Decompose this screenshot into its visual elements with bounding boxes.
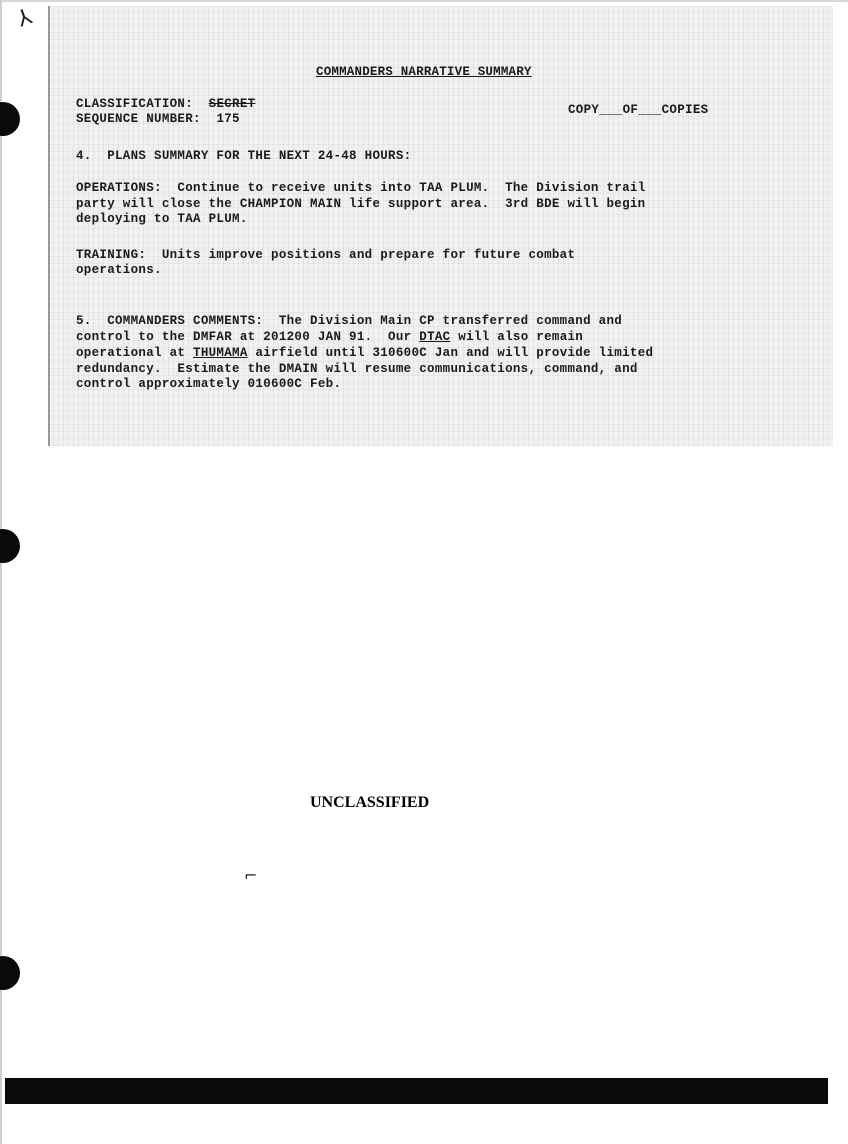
comments-label: 5. COMMANDERS COMMENTS:: [76, 314, 264, 328]
punch-hole-middle: [0, 529, 20, 563]
scan-border: [48, 6, 50, 446]
copy-number: COPY___OF___COPIES: [568, 103, 709, 117]
comments-line-1: 5. COMMANDERS COMMENTS: The Division Main CP transferred command and: [76, 314, 623, 328]
sequence-value: 175: [216, 112, 240, 126]
training-line-1: TRAINING: Units improve positions and prepare for future combat: [76, 248, 576, 262]
plans-summary-heading: 4. PLANS SUMMARY FOR THE NEXT 24-48 HOURS:: [76, 149, 412, 163]
sequence-label: SEQUENCE NUMBER:: [76, 112, 201, 126]
comments-line-4: redundancy. Estimate the DMAIN will resume communications, command, and: [76, 362, 638, 376]
comments-line-5: control approximately 010600C Feb.: [76, 377, 342, 391]
operations-line-3: deploying to TAA PLUM.: [76, 212, 248, 226]
classification-value: SECRET: [208, 97, 256, 111]
training-line-2: operations.: [76, 263, 162, 277]
comments-line-2: control to the DMFAR at 201200 JAN 91. Our DTAC will also remain: [76, 330, 584, 344]
document-title: COMMANDERS NARRATIVE SUMMARY: [316, 65, 532, 79]
training-label: TRAINING:: [76, 248, 147, 262]
pen-mark-icon: ⅄: [14, 4, 36, 33]
dtac-underlined: DTAC: [419, 330, 451, 344]
sequence-line: [76, 112, 240, 126]
punch-hole-top: [0, 102, 20, 136]
classification-label: CLASSIFICATION:: [76, 97, 194, 111]
operations-line-1: OPERATIONS: Continue to receive units into TAA PLUM. The Division trail: [76, 181, 646, 195]
thumama-underlined: THUMAMA: [193, 346, 248, 360]
classification-line: [76, 97, 255, 111]
operations-label: OPERATIONS:: [76, 181, 162, 195]
page-top-edge: [0, 0, 848, 2]
scan-bottom-bar: [5, 1078, 828, 1104]
comments-line-3: operational at THUMAMA airfield until 310600C Jan and will provide limited: [76, 346, 654, 360]
operations-line-2: party will close the CHAMPION MAIN life support area. 3rd BDE will begin: [76, 197, 646, 211]
pen-scribble-icon: ⌐: [244, 866, 258, 885]
classification-marking: UNCLASSIFIED: [310, 794, 430, 811]
punch-hole-bottom: [0, 956, 20, 990]
